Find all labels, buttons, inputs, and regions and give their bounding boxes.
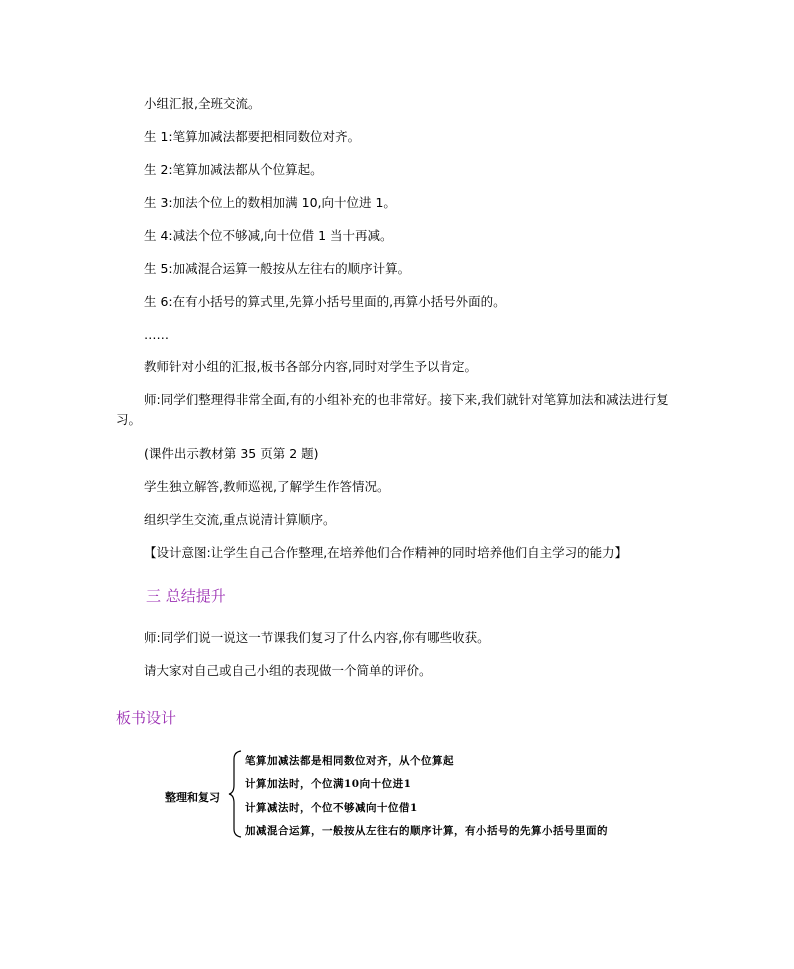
curly-brace-icon [227,749,247,839]
board-diagram [165,745,635,845]
paragraph-student-4: 生 4:减法个位不够减,向十位借 1 当十再减。 [144,228,393,243]
paragraph-summary-question: 师:同学们说一说这一节课我们复习了什么内容,你有哪些收获。 [144,630,490,645]
board-design-heading: 板书设计 [116,709,177,727]
paragraph-student-1: 生 1:笔算加减法都要把相同数位对齐。 [144,129,361,144]
paragraph-student-2: 生 2:笔算加减法都从个位算起。 [144,162,323,177]
paragraph-design-intent: 【设计意图:让学生自己合作整理,在培养他们合作精神的同时培养他们自主学习的能力】 [144,545,628,560]
paragraph-student-6: 生 6:在有小括号的算式里,先算小括号里面的,再算小括号外面的。 [144,294,506,309]
paragraph-independent-work: 学生独立解答,教师巡视,了解学生作答情况。 [144,479,390,494]
paragraph-student-5: 生 5:加减混合运算一般按从左往右的顺序计算。 [144,261,411,276]
paragraph-ellipsis: …… [144,327,169,342]
paragraph-courseware: (课件出示教材第 35 页第 2 题) [144,446,319,461]
section-heading-summary: 三 总结提升 [146,587,226,605]
board-line-4: 加减混合运算，一般按从左往右的顺序计算，有小括号的先算小括号里面的 [245,825,608,837]
paragraph-teacher-board: 教师针对小组的汇报,板书各部分内容,同时对学生予以肯定。 [144,359,477,374]
board-line-1: 笔算加减法都是相同数位对齐，从个位算起 [245,755,454,767]
paragraph-group-report: 小组汇报,全班交流。 [144,96,261,111]
board-line-3: 计算减法时，个位不够减向十位借1 [245,802,418,814]
board-title: 整理和复习 [165,791,220,804]
paragraph-student-3: 生 3:加法个位上的数相加满 10,向十位进 1。 [144,195,396,210]
board-line-2: 计算加法时，个位满10向十位进1 [245,778,412,790]
paragraph-summary-evaluation: 请大家对自己或自己小组的表现做一个简单的评价。 [144,663,432,678]
paragraph-exchange: 组织学生交流,重点说清计算顺序。 [144,512,336,527]
paragraph-teacher-praise: 师:同学们整理得非常全面,有的小组补充的也非常好。接下来,我们就针对笔算加法和减法进行复习。 [116,392,669,427]
